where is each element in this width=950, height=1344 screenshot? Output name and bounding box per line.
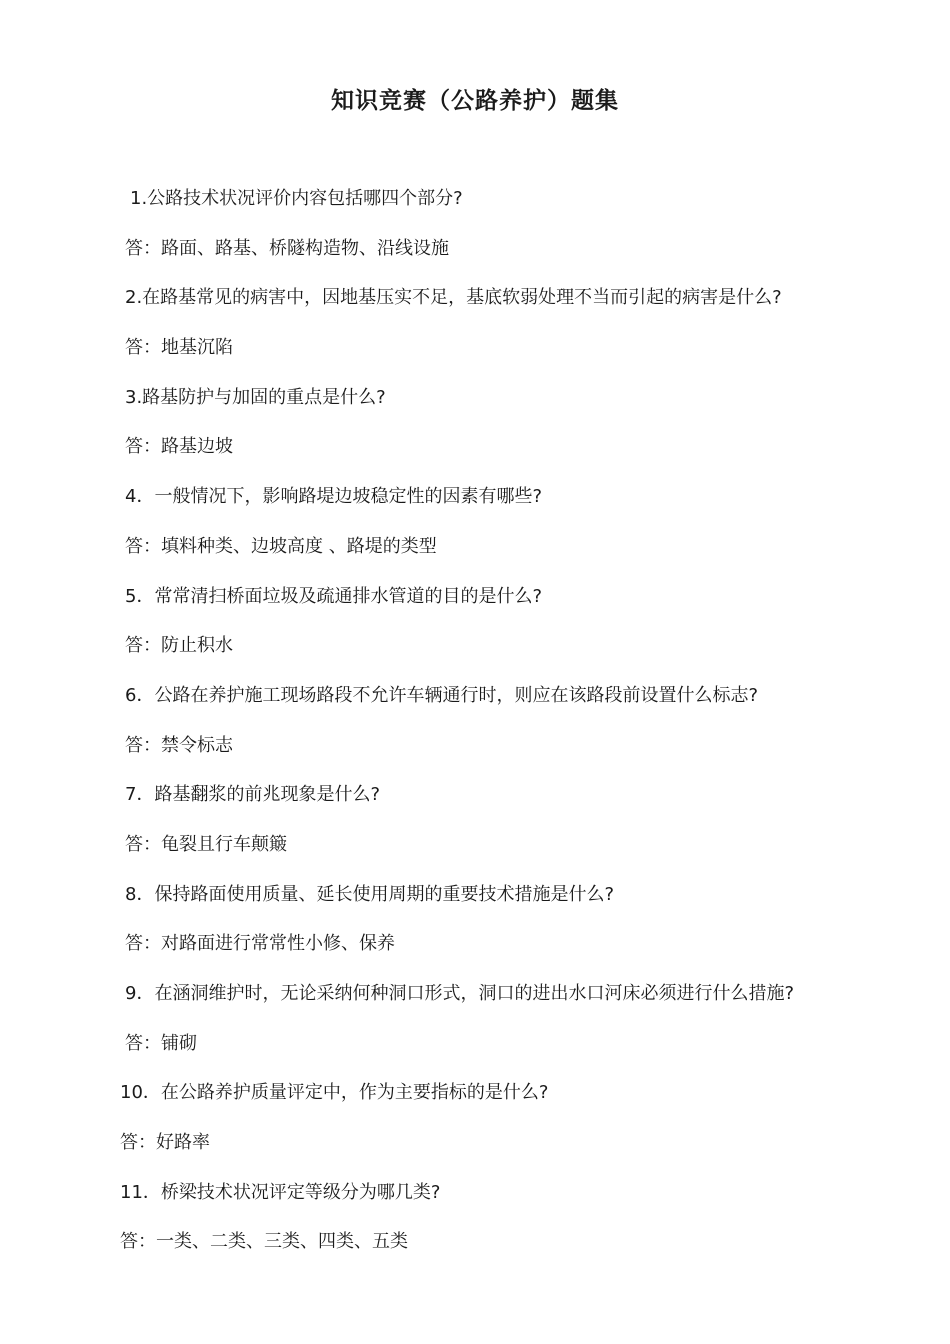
question-2: 2.在路基常见的病害中，因地基压实不足，基底软弱处理不当而引起的病害是什么? xyxy=(125,287,782,309)
answer-9: 答：铺砌 xyxy=(125,1032,197,1054)
answer-5: 答：防止积水 xyxy=(125,635,233,657)
question-5: 5．常常清扫桥面垃圾及疏通排水管道的目的是什么? xyxy=(125,585,543,607)
question-7: 7．路基翻浆的前兆现象是什么? xyxy=(125,784,381,806)
qa-list xyxy=(120,184,880,1277)
answer-10: 答：好路率 xyxy=(120,1132,210,1154)
question-10: 10．在公路养护质量评定中，作为主要指标的是什么? xyxy=(120,1082,549,1104)
answer-6: 答：禁令标志 xyxy=(125,734,233,756)
question-3: 3.路基防护与加固的重点是什么? xyxy=(125,386,386,408)
question-9: 9．在涵洞维护时，无论采纳何种洞口形式，洞口的进出水口河床必须进行什么措施? xyxy=(125,983,795,1004)
answer-3: 答：路基边坡 xyxy=(125,436,233,458)
answer-7: 答：龟裂且行车颠簸 xyxy=(125,833,287,855)
answer-1: 答：路面、路基、桥隧构造物、沿线设施 xyxy=(125,237,449,259)
question-4: 4．一般情况下，影响路堤边坡稳定性的因素有哪些? xyxy=(125,486,543,508)
question-8: 8．保持路面使用质量、延长使用周期的重要技术措施是什么? xyxy=(125,883,615,905)
answer-4: 答：填料种类、边坡高度 、路堤的类型 xyxy=(125,535,437,557)
answer-2: 答：地基沉陷 xyxy=(125,337,233,359)
answer-8: 答：对路面进行常常性小修、保养 xyxy=(125,933,395,955)
question-6: 6．公路在养护施工现场路段不允许车辆通行时，则应在该路段前设置什么标志? xyxy=(125,684,759,706)
question-1: 1.公路技术状况评价内容包括哪四个部分? xyxy=(130,188,463,209)
question-11: 11．桥梁技术状况评定等级分为哪几类? xyxy=(120,1181,441,1203)
page-title: 知识竞赛（公路养护）题集 xyxy=(331,88,619,114)
answer-11: 答：一类、二类、三类、四类、五类 xyxy=(120,1231,408,1253)
